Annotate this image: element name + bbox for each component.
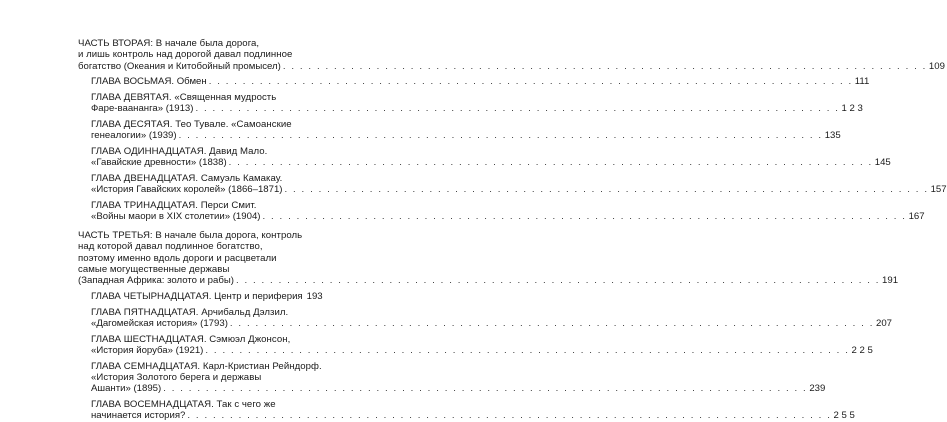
leader-dots [187,410,831,422]
leader-dots [236,275,880,287]
part3-title-line3: поэтому именно вдоль дороги и расцветали [78,252,277,264]
chapter-18-title-line1: ГЛАВА ВОСЕМНАДЦАТАЯ. Так с чего же [91,399,276,410]
chapter-8-page-number: 111 [854,76,870,88]
part2-title-line3: богатство (Океания и Китобойный промысел) [78,60,281,72]
chapter-15-title-line1: ГЛАВА ПЯТНАДЦАТАЯ. Арчибальд Дэлзил. [91,306,289,318]
part2-title-line2: и лишь контроль над дорогой давал подлинное [78,49,293,61]
chapter-14-entry[interactable] [91,291,323,303]
chapter-9-title-line1: ГЛАВА ДЕВЯТАЯ. «Священная мудрость [91,92,277,103]
chapter-12-title-line1: ГЛАВА ДВЕНАДЦАТАЯ. Самуэль Камакау. [91,173,283,184]
leader-dots [285,184,929,196]
chapter-14-title: ГЛАВА ЧЕТЫРНАДЦАТАЯ. Центр и периферия [91,291,303,302]
chapter-11-entry[interactable] [91,157,891,169]
chapter-16-entry[interactable] [91,345,873,357]
chapter-16-title-line2: «История йоруба» (1921) [91,345,204,356]
leader-dots [229,157,873,169]
leader-dots [205,345,849,357]
chapter-8-title: ГЛАВА ВОСЬМАЯ. Обмен [91,76,207,88]
chapter-18-entry[interactable] [91,410,855,422]
chapter-17-title-line1: ГЛАВА СЕМНАДЦАТАЯ. Карл-Кристиан Рейндорф. [91,360,322,372]
chapter-12-entry[interactable] [91,184,947,196]
leader-dots [163,383,807,395]
chapter-13-title-line2: «Войны маори в XIX столетии» (1904) [91,211,261,223]
chapter-12-title-line2: «История Гавайских королей» (1866–1871) [91,184,283,196]
part3-title-line5: (Западная Африка: золото и рабы) [78,275,234,287]
chapter-10-entry[interactable] [91,130,841,142]
part3-title-line1: ЧАСТЬ ТРЕТЬЯ: В начале была дорога, контроль [78,229,303,241]
leader-dots [262,211,906,223]
part2-title-line1: ЧАСТЬ ВТОРАЯ: В начале была дорога, [78,38,260,49]
chapter-18-page-number: 2 5 5 [833,410,855,422]
chapter-9-page-number: 1 2 3 [841,103,863,115]
chapter-11-title-line1: ГЛАВА ОДИННАДЦАТАЯ. Давид Мало. [91,146,268,157]
part3-page-number: 191 [882,275,899,287]
chapter-13-title-line1: ГЛАВА ТРИНАДЦАТАЯ. Перси Смит. [91,200,257,211]
chapter-17-page-number: 239 [809,383,826,395]
chapter-11-title-line2: «Гавайские древности» (1838) [91,157,227,169]
chapter-17-title-line2: «История Золотого берега и державы [91,372,262,383]
chapter-13-page-number: 167 [908,211,925,223]
leader-dots [230,318,874,330]
chapter-11-page-number: 145 [874,157,891,169]
part3-title-line4: самые могущественные державы [78,264,230,275]
chapter-15-page-number: 207 [875,318,892,329]
chapter-9-entry[interactable] [91,103,863,115]
part3-entry[interactable] [78,275,899,287]
leader-dots [209,76,853,88]
chapter-10-title-line2: генеалогии» (1939) [91,130,177,142]
chapter-8-entry[interactable] [91,76,870,88]
leader-dots [195,103,839,115]
part3-title-line2: над которой давал подлинное богатство, [78,241,263,253]
chapter-16-page-number: 2 2 5 [851,345,873,356]
part2-page-number: 109 [928,60,945,72]
part2-entry[interactable] [78,60,945,73]
chapter-10-title-line1: ГЛАВА ДЕСЯТАЯ. Тео Тувале. «Самоанские [91,119,292,130]
chapter-17-entry[interactable] [91,383,826,395]
chapter-15-title-line2: «Дагомейская история» (1793) [91,318,228,329]
chapter-9-title-line2: Фаре-ваананга» (1913) [91,103,194,115]
chapter-17-title-line3: Ашанти» (1895) [91,383,162,395]
chapter-18-title-line2: начинается история? [91,410,186,422]
chapter-12-page-number: 157 [930,184,947,196]
leader-dots [283,61,927,73]
leader-dots [179,130,823,142]
chapter-15-entry[interactable] [91,318,892,330]
chapter-10-page-number: 135 [824,130,841,142]
chapter-13-entry[interactable] [91,211,925,223]
chapter-14-page-number: 193 [306,291,323,302]
chapter-16-title-line1: ГЛАВА ШЕСТНАДЦАТАЯ. Сэмюэл Джонсон, [91,333,291,345]
